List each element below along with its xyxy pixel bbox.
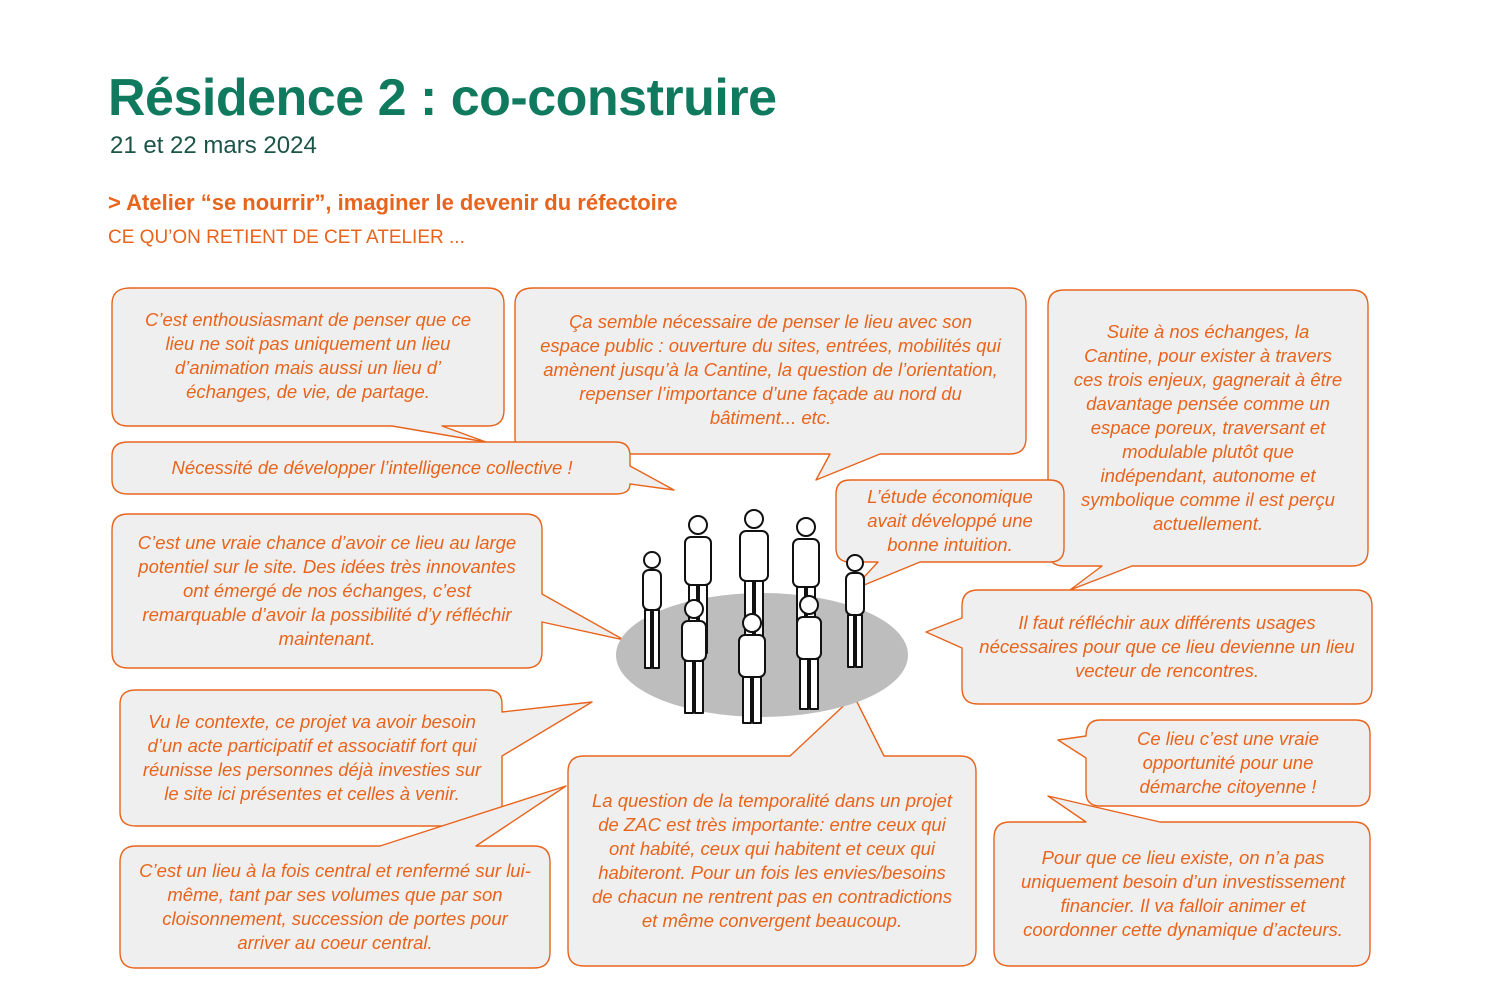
quote-q3: Suite à nos échanges, la Cantine, pour exister à travers ces trois enjeux, gagnerait à être davantage pensée comme un espace poreux, traversant et modulable plutôt que indépendant, autonome et symbolique comme il est perçu actuellement. <box>1073 321 1343 534</box>
quote-q2: Ça semble nécessaire de penser le lieu avec son espace public : ouverture du sites, entrées, mobilités qui amènent jusqu’à la Cantine, la question de l’orientation, repenser l’importance d’une façade au nord du bâtiment... etc. <box>540 311 1001 428</box>
quote-q9: Ce lieu c’est une vraie opportunité pour une démarche citoyenne ! <box>1136 728 1319 797</box>
section-subtitle: CE QU’ON RETIENT DE CET ATELIER ... <box>108 227 465 248</box>
quote-q12: Pour que ce lieu existe, on n’a pas uniquement besoin d’un investissement financier. Il va falloir animer et coordonner cette dynamique d’acteurs. <box>1021 847 1345 940</box>
person-5 <box>846 555 864 667</box>
page-title: Résidence 2 : co-construire <box>108 69 777 127</box>
event-date: 21 et 22 mars 2024 <box>110 132 317 159</box>
quote-q10: La question de la temporalité dans un projet de ZAC est très importante: entre ceux qui ont habité, ceux qui habitent et ceux qui habiteront. Pour un fois les envies/besoins de chacun ne rentrent pas en contradictions et même convergent beaucoup. <box>592 790 952 931</box>
quote-q4: Nécessité de développer l’intelligence collective ! <box>171 457 573 478</box>
quote-q11: C’est un lieu à la fois central et renfermé sur lui-même, tant par ses volumes que par son cloisonnement, succession de portes pour arriver au coeur central. <box>139 860 531 953</box>
person-1 <box>643 552 661 668</box>
quote-q6: C’est une vraie chance d’avoir ce lieu au large potentiel sur le site. Des idées très innovantes ont émergé de nos échanges, c’est remarquable d’avoir la possibilité d’y réfléchir maintenant. <box>137 532 517 649</box>
quote-q8: Vu le contexte, ce projet va avoir besoin d’un acte participatif et associatif fort qui réunisse les personnes déjà investies sur le site ici présentes et celles à venir. <box>142 711 482 804</box>
atelier-heading: > Atelier “se nourrir”, imaginer le devenir du réfectoire <box>108 190 678 215</box>
quote-q1: C’est enthousiasmant de penser que ce lieu ne soit pas uniquement un lieu d’animation mais aussi un lieu d’ échanges, de vie, de partage. <box>144 309 471 402</box>
quote-q5: L’étude économique avait développé une bonne intuition. <box>867 486 1033 555</box>
quote-q7: Il faut réfléchir aux différents usages nécessaires pour que ce lieu devienne un lieu vecteur de rencontres. <box>979 612 1355 681</box>
